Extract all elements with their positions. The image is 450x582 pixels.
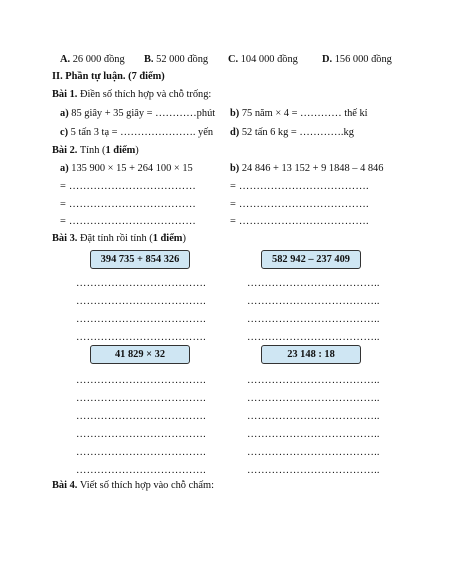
choice-d: D. 156 000 đồng	[322, 54, 392, 65]
bai2-heading: Bài 2. Tính (1 điểm)	[52, 145, 139, 156]
choice-c: C. 104 000 đồng	[228, 54, 298, 65]
problem-box-1: 394 735 + 854 326	[90, 250, 190, 269]
bai3-dots-right: ………………………………..	[247, 393, 380, 404]
bai3-heading: Bài 3. Đặt tính rồi tính (1 điểm)	[52, 233, 186, 244]
bai3-dots-left: ……………………………….	[76, 314, 206, 325]
problem-box-4: 23 148 : 18	[261, 345, 361, 364]
bai4-heading: Bài 4. Viết số thích hợp vào chỗ chấm:	[52, 480, 214, 491]
bai2-line-b1: = ……………………………….	[230, 181, 369, 192]
bai3-dots-left: ……………………………….	[76, 393, 206, 404]
bai3-dots-left: ……………………………….	[76, 296, 206, 307]
choice-a: A. 26 000 đồng	[60, 54, 125, 65]
bai3-dots-right: ………………………………..	[247, 411, 380, 422]
bai3-dots-left: ……………………………….	[76, 429, 206, 440]
bai2-line-a2: = ………………………………	[60, 199, 196, 210]
bai2-line-a1: = ………………………………	[60, 181, 196, 192]
bai3-dots-right: ………………………………..	[247, 429, 380, 440]
bai1-heading: Bài 1. Điền số thích hợp và chỗ trống:	[52, 89, 212, 100]
bai3-dots-right: ………………………………..	[247, 375, 380, 386]
bai3-dots-right: ………………………………..	[247, 296, 380, 307]
bai3-dots-left: ……………………………….	[76, 375, 206, 386]
bai2-line-a3: = ………………………………	[60, 216, 196, 227]
bai3-dots-left: ……………………………….	[76, 278, 206, 289]
bai3-dots-right: ………………………………..	[247, 465, 380, 476]
bai2-expr-a: a) 135 900 × 15 + 264 100 × 15	[60, 163, 193, 174]
bai3-dots-left: ……………………………….	[76, 465, 206, 476]
bai3-dots-right: ………………………………..	[247, 332, 380, 343]
bai3-dots-right: ………………………………..	[247, 447, 380, 458]
section-2-title: II. Phần tự luận. (7 điểm)	[52, 71, 165, 82]
bai1-item-d: d) 52 tấn 6 kg = ………….kg	[230, 127, 354, 138]
choice-b: B. 52 000 đồng	[144, 54, 209, 65]
bai3-dots-left: ……………………………….	[76, 447, 206, 458]
problem-box-2: 582 942 – 237 409	[261, 250, 361, 269]
bai3-dots-right: ………………………………..	[247, 278, 380, 289]
bai2-line-b2: = ……………………………….	[230, 199, 369, 210]
bai2-expr-b: b) 24 846 + 13 152 + 9 1848 – 4 846	[230, 163, 384, 174]
bai1-item-a: a) 85 giây + 35 giây = …………phút	[60, 108, 216, 119]
bai2-line-b3: = ……………………………….	[230, 216, 369, 227]
bai3-dots-right: ………………………………..	[247, 314, 380, 325]
bai1-item-c: c) 5 tấn 3 tạ = …………………. yến	[60, 127, 214, 138]
bai3-dots-left: ……………………………….	[76, 332, 206, 343]
problem-box-3: 41 829 × 32	[90, 345, 190, 364]
bai3-dots-left: ……………………………….	[76, 411, 206, 422]
bai1-item-b: b) 75 năm × 4 = ………… thế kỉ	[230, 108, 368, 119]
